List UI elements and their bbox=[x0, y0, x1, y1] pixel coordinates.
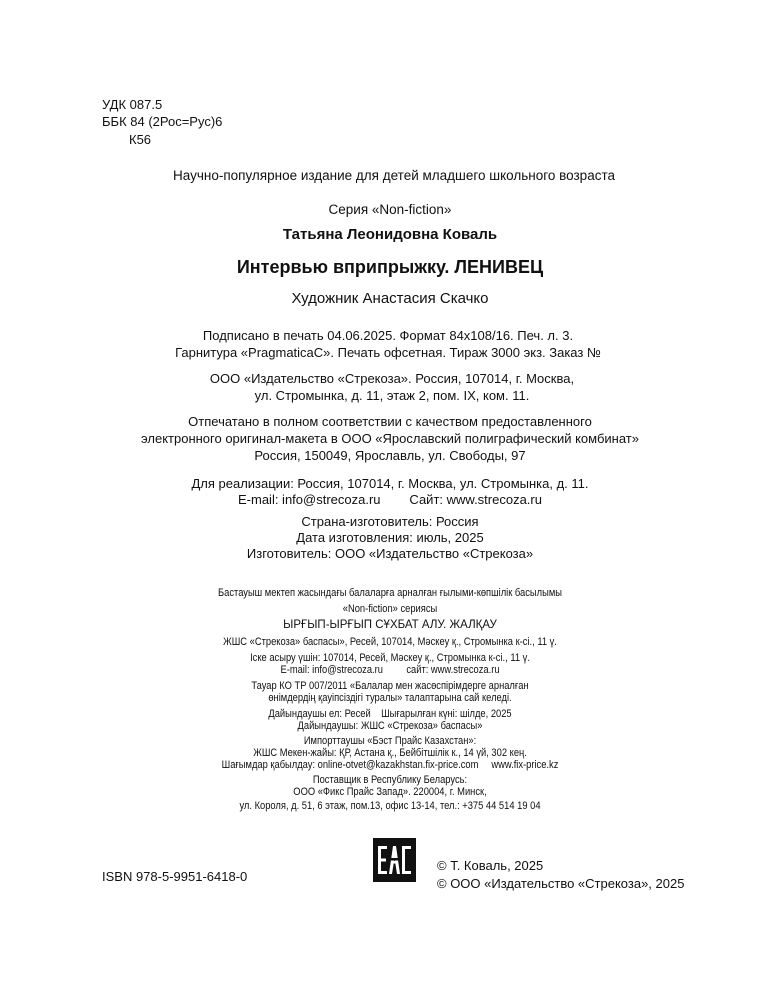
copyright-line: © ООО «Издательство «Стрекоза», 2025 bbox=[437, 876, 685, 891]
author-code: К56 bbox=[129, 132, 152, 147]
belarus-supplier: ул. Короля, д. 51, 6 этаж, пом.13, офис 13-14, тел.: +375 44 514 19 04 bbox=[239, 800, 541, 812]
printed-line: электронного оригинал-макета в ООО «Ярославский полиграфический комбинат» bbox=[141, 431, 639, 446]
kz-importer: Шағымдар қабылдау: online-otvet@kazakhstan.fix-price.com www.fix-price.kz bbox=[221, 759, 559, 771]
publisher-line: ул. Стромынка, д. 11, этаж 2, пом. IX, ком. 11. bbox=[254, 388, 530, 403]
kz-tr: өнімдердің қауіпсіздігі туралы» талаптарына сай келеді. bbox=[268, 692, 512, 704]
printed-line: Россия, 150049, Ярославль, ул. Свободы, 97 bbox=[254, 448, 526, 463]
print-line: Гарнитура «PragmaticaC». Печать офсетная. Тираж 3000 экз. Заказ № bbox=[175, 345, 601, 360]
realization-line: Для реализации: Россия, 107014, г. Москва, ул. Стромынка, д. 11. bbox=[191, 476, 589, 491]
kz-tr: Тауар КО ТР 007/2011 «Балалар мен жасөспірімдерге арналған bbox=[251, 680, 529, 692]
kz-genre: Бастауыш мектеп жасындағы балаларға арналған ғылыми-көпшілік басылымы bbox=[218, 587, 562, 599]
kz-importer: ЖШС Мекен-жайы: ҚР, Астана қ., Бейбітшілік к., 14 үй, 302 кең. bbox=[253, 747, 527, 759]
belarus-supplier: ООО «Фикс Прайс Запад». 220004, г. Минск, bbox=[293, 786, 487, 798]
book-title: Интервью вприпрыжку. ЛЕНИВЕЦ bbox=[236, 257, 544, 277]
manufacturer-line: Изготовитель: ООО «Издательство «Стрекоза» bbox=[246, 546, 534, 561]
kz-made: Дайындаушы ел: Ресей Шығарылған күні: шілде, 2025 bbox=[268, 708, 512, 720]
kz-title: ЫРҒЫП-ЫРҒЫП СҰХБАТ АЛУ. ЖАЛҚАУ bbox=[283, 619, 497, 631]
manufacturer-line: Страна-изготовитель: Россия bbox=[301, 514, 479, 529]
author-name: Татьяна Леонидовна Коваль bbox=[282, 226, 498, 243]
print-line: Подписано в печать 04.06.2025. Формат 84x108/16. Печ. л. 3. bbox=[202, 328, 574, 343]
isbn: ISBN 978-5-9951-6418-0 bbox=[102, 869, 248, 884]
kz-contacts: E-mail: info@strecoza.ru сайт: www.strecoza.ru bbox=[280, 664, 500, 676]
kz-series: «Non-fiction» сериясы bbox=[342, 603, 438, 615]
kz-publisher: ЖШС «Стрекоза» баспасы», Ресей, 107014, Мәскеу қ., Стромынка к-сі., 11 ү. bbox=[223, 636, 557, 648]
eac-mark-icon bbox=[373, 838, 416, 882]
udk-code: УДК 087.5 bbox=[102, 97, 163, 112]
copyright-line: © Т. Коваль, 2025 bbox=[437, 858, 544, 873]
printed-line: Отпечатано в полном соответствии с качеством предоставленного bbox=[188, 414, 592, 429]
bbk-code: ББК 84 (2Рос=Рус)6 bbox=[102, 114, 223, 129]
kz-realization: Іске асыру үшін: 107014, Ресей, Мәскеу қ., Стромынка к-сі., 11 ү. bbox=[250, 652, 530, 664]
publisher-line: ООО «Издательство «Стрекоза». Россия, 107014, г. Москва, bbox=[209, 371, 575, 386]
belarus-supplier: Поставщик в Республику Беларусь: bbox=[312, 774, 468, 786]
manufacturer-line: Дата изготовления: июль, 2025 bbox=[296, 530, 484, 545]
series-line: Серия «Non-fiction» bbox=[328, 202, 452, 217]
genre-line: Научно-популярное издание для детей младшего школьного возраста bbox=[172, 168, 615, 183]
kz-importer: Импорттаушы «Бэст Прайс Казахстан»: bbox=[303, 735, 477, 747]
realization-contacts: E-mail: info@strecoza.ru Сайт: www.strecoza.ru bbox=[238, 492, 542, 507]
illustrator-line: Художник Анастасия Скачко bbox=[291, 290, 489, 307]
kz-made: Дайындаушы: ЖШС «Стрекоза» баспасы» bbox=[297, 720, 483, 732]
